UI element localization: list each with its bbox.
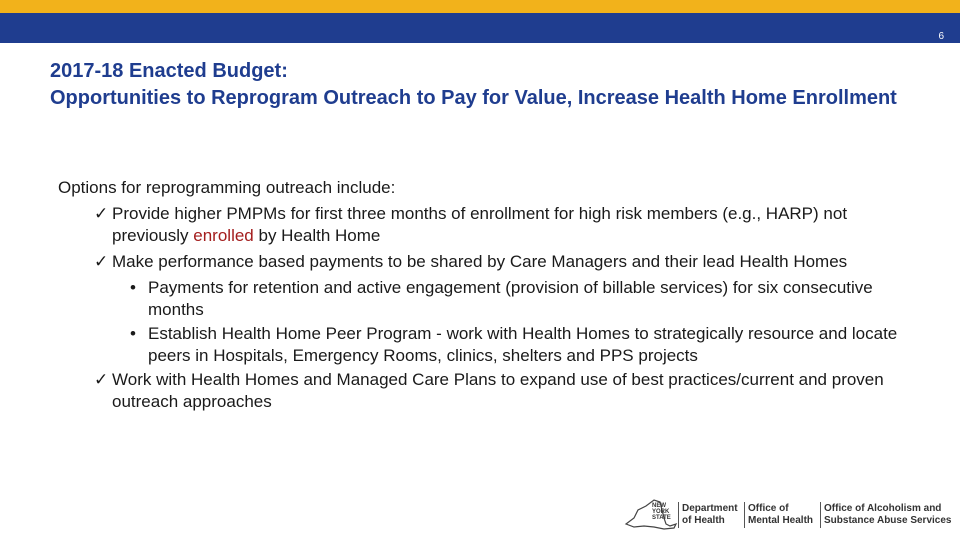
intro-text: Options for reprogramming outreach include: <box>58 178 396 197</box>
slide-body <box>58 177 918 417</box>
oasas-logo-text: Office of Alcoholism and Substance Abuse Services <box>824 503 952 526</box>
title-line-2: Opportunities to Reprogram Outreach to Pay for Value, Increase Health Home Enrollment <box>50 87 897 109</box>
top-gold-bar <box>0 0 960 13</box>
slide-title <box>50 58 910 112</box>
logo-divider <box>744 502 745 528</box>
omh-logo-text: Office of Mental Health <box>748 503 814 526</box>
checkmark-icon: ✓ <box>94 252 109 271</box>
doh-logo-text: Department of Health <box>682 503 738 526</box>
checkmark-icon: ✓ <box>94 204 109 223</box>
item3-text: Work with Health Homes and Managed Care Plans to expand use of best practices/current and proven outreach approaches <box>112 370 884 411</box>
bullet-icon: • <box>130 324 136 343</box>
item1-highlight: enrolled <box>193 226 254 245</box>
item1-text-before: Provide higher PMPMs for first three months of enrollment for high risk members (e.g., HARP) not previously <box>112 204 848 245</box>
top-blue-bar <box>0 13 960 43</box>
item1-text-after: by Health Home <box>253 226 381 245</box>
checkmark-icon: ✓ <box>94 370 109 389</box>
list-item-higher-pmpms <box>58 203 918 247</box>
subitem1-text: Payments for retention and active engagement (provision of billable services) for six consecutive months <box>148 278 873 319</box>
sub-list-item-retention <box>58 277 918 321</box>
logo-divider <box>820 502 821 528</box>
item2-text: Make performance based payments to be shared by Care Managers and their lead Health Homes <box>112 252 848 271</box>
subitem2-text: Establish Health Home Peer Program - work with Health Homes to strategically resource and locate peers in Hospitals, Emergency Rooms, clinics, shelters and PPS projects <box>148 324 898 365</box>
logo-divider <box>678 502 679 528</box>
list-item-performance-payments <box>58 251 918 273</box>
footer-logos <box>624 498 956 532</box>
page-number: 6 <box>938 31 944 42</box>
bullet-icon: • <box>130 278 136 297</box>
title-line-1: 2017-18 Enacted Budget: <box>50 60 288 82</box>
ny-state-label: NEW YORK STATE <box>652 503 671 521</box>
list-item-best-practices <box>58 369 918 413</box>
sub-list-item-peer-program <box>58 323 918 367</box>
